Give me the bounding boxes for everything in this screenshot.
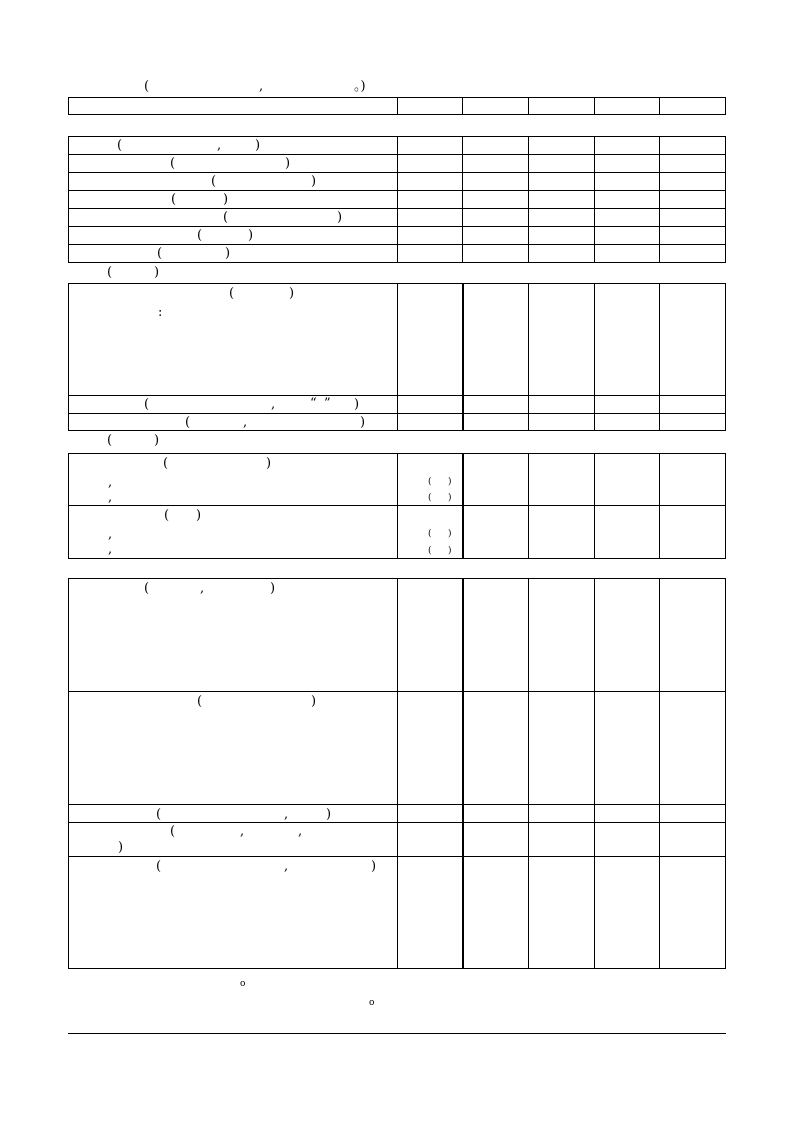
b-row3-close: ) (360, 415, 366, 430)
d-row3-comma: , (284, 807, 289, 822)
c-row2-check-b-open: ( (428, 546, 432, 556)
c-row2-close: ) (196, 508, 202, 523)
b-row1-open: ( (229, 286, 235, 301)
a-row1-comma: , (217, 138, 222, 153)
d-row4-comma-b: , (298, 824, 303, 839)
b-row3-comma: , (243, 415, 248, 430)
d-row5-close: ) (371, 859, 377, 874)
b-row1-close: ) (289, 286, 295, 301)
a-row2-open: ( (170, 156, 176, 171)
c-row1-check-b-open: ( (428, 493, 432, 503)
c-row1-check-a-close: ) (448, 477, 452, 487)
b-row2-rquote: ” (324, 396, 331, 411)
title-open-paren: ( (144, 79, 150, 94)
b-row2-open: ( (144, 397, 150, 412)
b-row2-close: ) (354, 397, 360, 412)
b-row1-colon: : (158, 305, 163, 320)
a-row6-open: ( (197, 228, 203, 243)
d-row1-close: ) (270, 581, 276, 596)
d-row1-open: ( (144, 581, 150, 596)
d-row3-close: ) (326, 807, 332, 822)
a-row5-close: ) (337, 210, 343, 225)
footnote-mark-2: o (369, 998, 375, 1008)
d-row4-comma-c: ) (118, 840, 124, 855)
d-row1-comma: , (200, 581, 205, 596)
d-row5-comma: , (284, 859, 289, 874)
a-row3-close: ) (311, 174, 317, 189)
c-row2-check-a-open: ( (428, 529, 432, 539)
c-row1-comma-a: , (108, 475, 113, 490)
section1-open-paren: ( (107, 265, 113, 280)
a-row4-close: ) (223, 192, 229, 207)
d-row2-close: ) (311, 694, 317, 709)
footer-rule (68, 1033, 726, 1034)
c-row1-check-b-close: ) (448, 493, 452, 503)
a-row6-close: ) (248, 228, 254, 243)
d-row3-open: ( (156, 807, 162, 822)
a-row7-open: ( (157, 246, 163, 261)
section2-close-paren: ) (154, 433, 160, 448)
c-row2-comma-b: , (108, 542, 113, 557)
b-row2-comma: , (271, 397, 276, 412)
b-row3-open: ( (185, 415, 191, 430)
a-row2-close: ) (285, 156, 291, 171)
d-row5-open: ( (156, 859, 162, 874)
d-row2-open: ( (197, 694, 203, 709)
d-row4-comma-a: , (240, 824, 245, 839)
c-row2-check-b-close: ) (448, 546, 452, 556)
section1-close-paren: ) (154, 265, 160, 280)
b-row2-lquote: “ (310, 396, 317, 411)
a-row7-close: ) (225, 246, 231, 261)
title-comma: , (259, 79, 264, 94)
footnote-mark-1: o (240, 979, 246, 989)
a-row1-open: ( (117, 138, 123, 153)
a-row1-close: ) (255, 138, 261, 153)
c-row2-open: ( (164, 508, 170, 523)
a-row3-open: ( (211, 174, 217, 189)
a-row4-open: ( (171, 192, 177, 207)
d-row4-open: ( (170, 824, 176, 839)
section2-open-paren: ( (107, 433, 113, 448)
c-row2-comma-a: , (108, 527, 113, 542)
c-row1-check-a-open: ( (428, 477, 432, 487)
title-close-paren: 。) (354, 79, 366, 94)
c-row2-check-a-close: ) (448, 529, 452, 539)
c-row1-open: ( (163, 456, 169, 471)
a-row5-open: ( (223, 210, 229, 225)
c-row1-comma-b: , (108, 490, 113, 505)
c-row1-close: ) (266, 456, 272, 471)
